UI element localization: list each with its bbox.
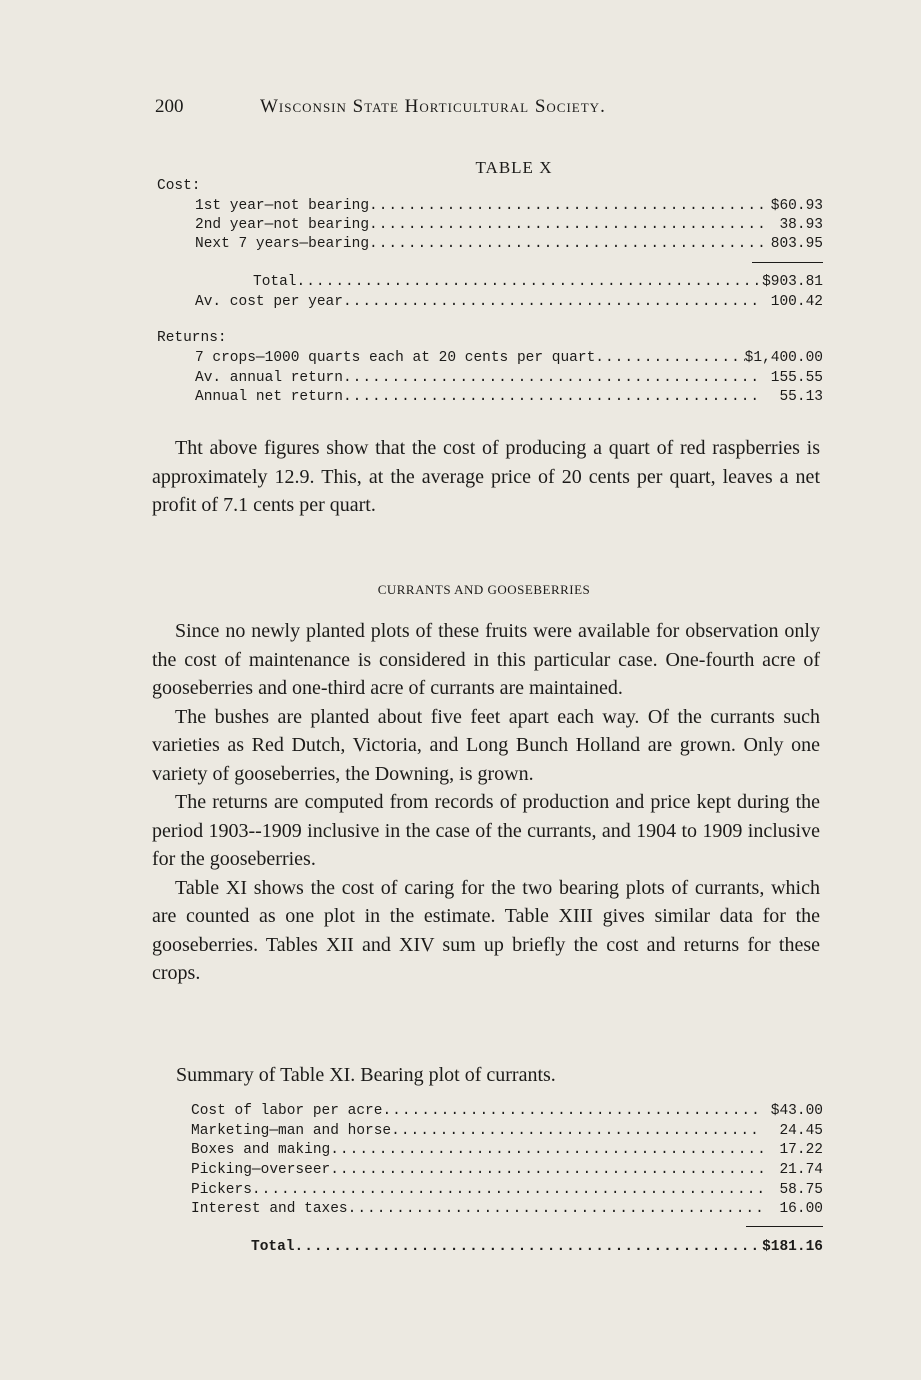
table-row: Av. annual return ..... 155.55 xyxy=(195,370,823,386)
table-row: 2nd year—not bearing ..... 38.93 xyxy=(195,217,823,233)
sum-rule xyxy=(746,1226,823,1227)
table-row: Pickers ..... 58.75 xyxy=(191,1182,823,1198)
paragraph: The returns are computed from records of production and price kept during the period 1903--1909 inclusive in the case of the currants, and 1904 to 1909 inclusive for the gooseberries. xyxy=(152,791,820,870)
running-head: Wisconsin State Horticultural Society. xyxy=(260,96,606,117)
table-row: Annual net return ..... 55.13 xyxy=(195,389,823,405)
table-total-row: Total ..... $903.81 xyxy=(253,274,823,290)
table-row: 7 crops—1000 quarts each at 20 cents per quart ..... $1,400.00 xyxy=(195,350,823,366)
body-text xyxy=(152,617,820,988)
page-header xyxy=(155,96,825,126)
table-row: 1st year—not bearing ..... $60.93 xyxy=(195,198,823,214)
sum-rule xyxy=(752,262,823,263)
returns-label: Returns: xyxy=(157,330,227,346)
paragraph: The bushes are planted about five feet apart each way. Of the currants such varieties as Red Dutch, Victoria, and Long Bunch Holland are grown. Only one variety of gooseberries, the Downing, is grown. xyxy=(152,705,820,785)
summary-total-row: Total ..... $181.16 xyxy=(251,1239,823,1255)
cost-label: Cost: xyxy=(157,178,201,194)
table-row: Picking—overseer ..... 21.74 xyxy=(191,1162,823,1178)
table-row: Boxes and making ..... 17.22 xyxy=(191,1142,823,1158)
paragraph: Tht above figures show that the cost of producing a quart of red raspberries is approximately 12.9. This, at the average price of 20 cents per quart, leaves a net profit of 7.1 cents per quart. xyxy=(152,437,820,516)
table-row: Next 7 years—bearing ..... 803.95 xyxy=(195,236,823,252)
summary-title: Summary of Table XI. Bearing plot of currants. xyxy=(176,1064,556,1086)
paragraph: Since no newly planted plots of these fruits were available for observation only the cost of maintenance is considered in this particular case. One-fourth acre of gooseberries and one-third acre of currants are maintained. xyxy=(152,620,820,699)
section-heading: CURRANTS AND GOOSEBERRIES xyxy=(377,582,591,597)
page-number: 200 xyxy=(155,96,184,117)
table-row: Cost of labor per acre ..... $43.00 xyxy=(191,1103,823,1119)
paragraph: Table XI shows the cost of caring for the two bearing plots of currants, which are counted as one plot in the estimate. Table XIII gives similar data for the gooseberries. Tables XII and XIV sum up briefly the cost and returns for these crops. xyxy=(152,876,820,984)
table-row: Interest and taxes ..... 16.00 xyxy=(191,1201,823,1217)
table-avg-row: Av. cost per year ..... 100.42 xyxy=(195,294,823,310)
table-row: Marketing—man and horse ..... 24.45 xyxy=(191,1123,823,1139)
table-x-title: TABLE X xyxy=(475,158,553,177)
